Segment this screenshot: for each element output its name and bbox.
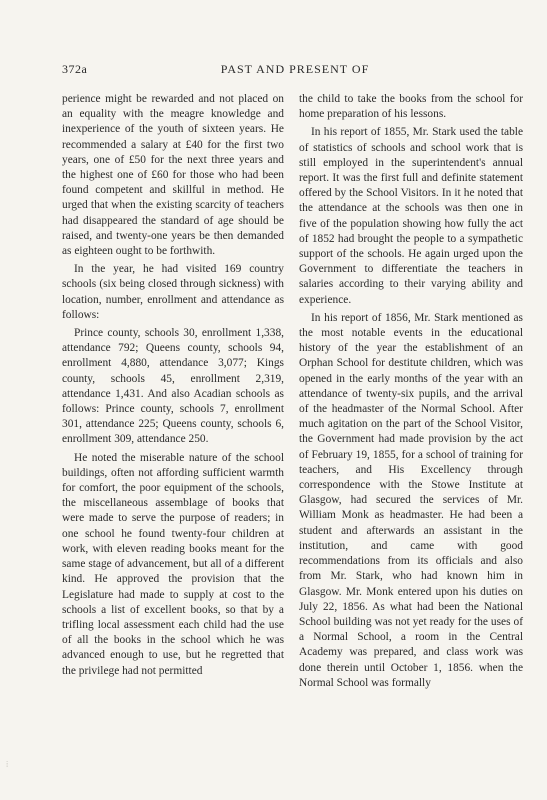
right-column <box>299 92 523 691</box>
running-head: PAST AND PRESENT OF <box>220 62 370 76</box>
paragraph: Prince county, schools 30, enrollment 1,338, attendance 792; Queens county, schools 94, enrollment 4,880, attendance 3,077; Kings county, schools 45, enrollment 2,319, attendance 1,431. And also Acadian schools as follows: Prince county, schools 7, enrollment 301, attendance 225; Queens county, schools 6, enrollment 309, attendance 250. <box>62 327 284 446</box>
page-header <box>0 62 547 82</box>
paragraph: perience might be rewarded and not placed on an equality with the meagre knowledge and inexperience of the youth of sixteen years. He recommended a salary at £40 for the first two years, one of £50 for the next three years and the highest one of £60 for those who had been found competent and skillful in method. He urged that when the existing scarcity of teachers had disappeared the standard of age should be raised, and twenty-one years be then demanded as eighteen ought to be forthwith. <box>62 93 284 258</box>
paragraph: He noted the miserable nature of the school buildings, often not affording sufficient warmth for comfort, the poor equipment of the schools, the miscellaneous assemblage of books that were made to serve the purpose of readers; in one school he found twenty-four children at work, with eleven reading books meant for the same stage of advancement, but all of a different kind. He approved the provision that the Legislature had made to supply at cost to the schools a list of excellent books, so that by a trifling local assessment each child had the use of all the books in the school which he was advanced enough to use, but he regretted that the privilege had not permitted <box>62 451 284 677</box>
paragraph: In the year, he had visited 169 country schools (six being closed through sickness) with location, number, enrollment and attendance as follows: <box>62 263 284 321</box>
paragraph: In his report of 1856, Mr. Stark mentioned as the most notable events in the educational history of the year the establishment of an Orphan School for destitute children, which was opened in the early months of the year with an attendance of twenty-six pupils, and the arrival of the headmaster of the Normal School. After much agitation on the part of the School Visitor, the Government had made provision by the act of February 19, 1855, for a school of training for teachers, and His Excellency through correspondence with the Stowe Institute at Glasgow, had secured the services of Mr. William Monk as headmaster. He had been a student and afterwards an assistant in the institution, and came with good recommendations from its officials and also from Mr. Stark, who had known him in Glasgow. Mr. Monk entered upon his duties on July 22, 1856. As what had been the National School building was not yet ready for the uses of a Normal School, a room in the Central Academy was prepared, and class work was done therein until October 1, 1856. when the Normal School was formally <box>299 311 523 689</box>
page-number: 372a <box>62 62 88 76</box>
margin-mark: ⁞ <box>6 760 9 769</box>
paragraph: In his report of 1855, Mr. Stark used the table of statistics of schools and school work that is still employed in the superintendent's annual report. It was the first full and definite statement offered by the School Visitors. In it he noted that the attendance at the schools was then one in five of the population showing how fully the act of 1852 had brought the people to a sympathetic support of the schools. He again urged upon the Government to differentiate the teachers in salaries according to their varying ability and experience. <box>299 126 523 306</box>
left-column <box>62 92 284 679</box>
paragraph: the child to take the books from the school for home preparation of his lessons. <box>299 93 523 121</box>
